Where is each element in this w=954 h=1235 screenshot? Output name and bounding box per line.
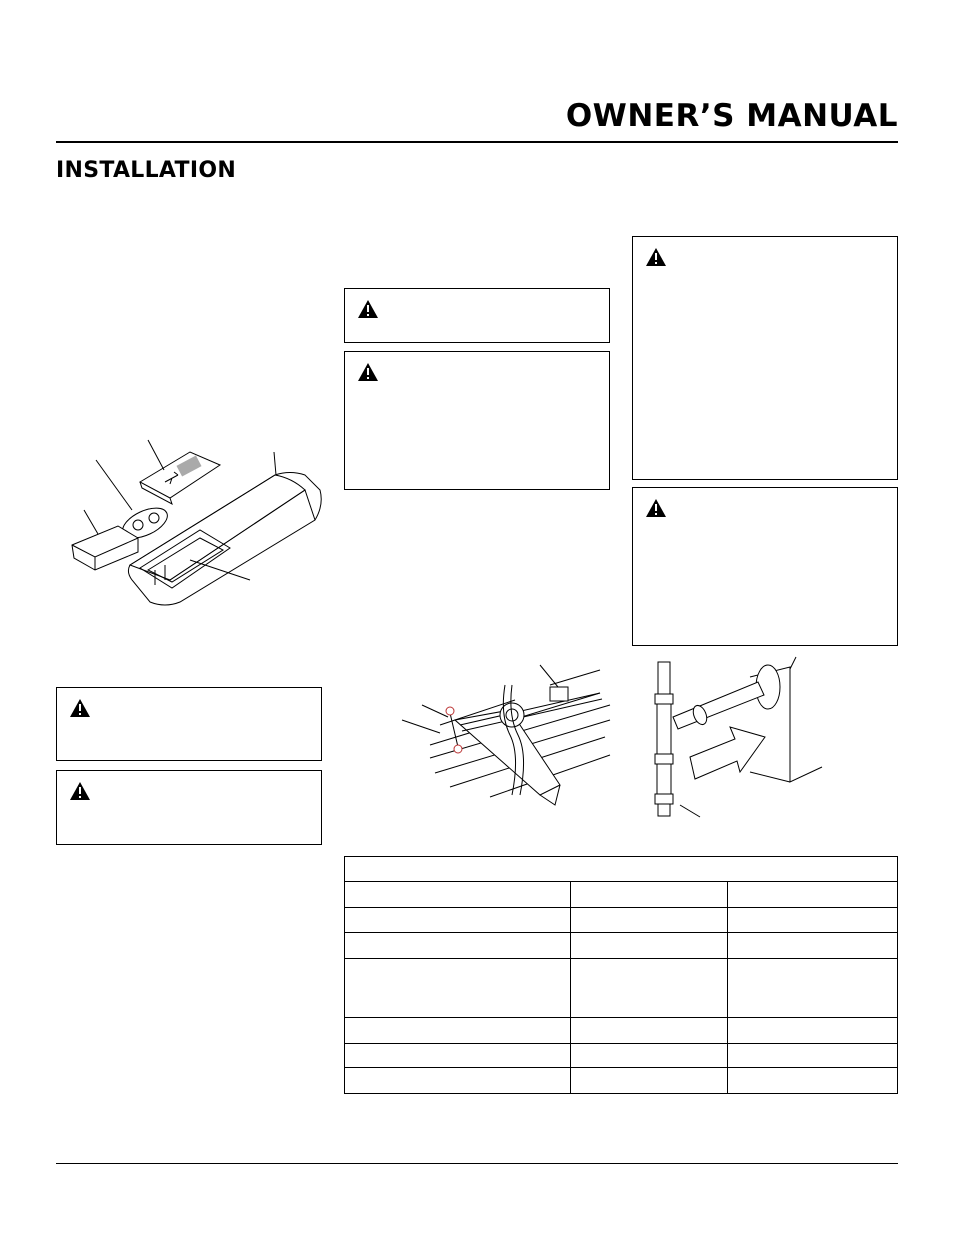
table-cell [345,933,571,959]
table-cell [345,959,571,1018]
table-cell [728,1068,898,1094]
table-row [345,857,898,882]
table-row [345,1068,898,1094]
warning-box-5 [56,687,322,761]
page-title: OWNER’S MANUAL [565,98,898,134]
table-cell [571,1068,728,1094]
warning-triangle-icon [69,698,91,718]
table-cell [728,959,898,1018]
table-header-cell [345,857,898,882]
table-cell [571,908,728,933]
table-cell [571,1018,728,1044]
table-cell [345,882,571,908]
table-cell [728,882,898,908]
table-row [345,882,898,908]
warning-triangle-icon [69,781,91,801]
table-cell [571,1044,728,1068]
table-cell [571,882,728,908]
table-cell [728,1018,898,1044]
table-row [345,1018,898,1044]
table-row [345,1044,898,1068]
pipe-tee-illustration [640,657,825,822]
table-cell [728,908,898,933]
gas-line-valve-illustration [400,665,615,810]
warning-box-2 [344,351,610,490]
warning-triangle-icon [645,498,667,518]
warning-box-3 [632,236,898,480]
footer-divider [56,1163,898,1164]
table-row [345,908,898,933]
warning-box-6 [56,770,322,845]
table-cell [345,1018,571,1044]
table-cell [728,1044,898,1068]
title-divider [56,141,898,143]
table-cell [345,1068,571,1094]
table-cell [345,1044,571,1068]
table-cell [571,959,728,1018]
warning-box-4 [632,487,898,646]
warning-triangle-icon [645,247,667,267]
warning-triangle-icon [357,362,379,382]
table-cell [345,908,571,933]
table-cell [571,933,728,959]
remote-battery-illustration [60,430,340,620]
table-row [345,959,898,1018]
table-row [345,933,898,959]
pressure-table [344,856,898,1094]
table-cell [728,933,898,959]
warning-box-1 [344,288,610,343]
section-heading: INSTALLATION [56,158,237,183]
warning-triangle-icon [357,299,379,319]
